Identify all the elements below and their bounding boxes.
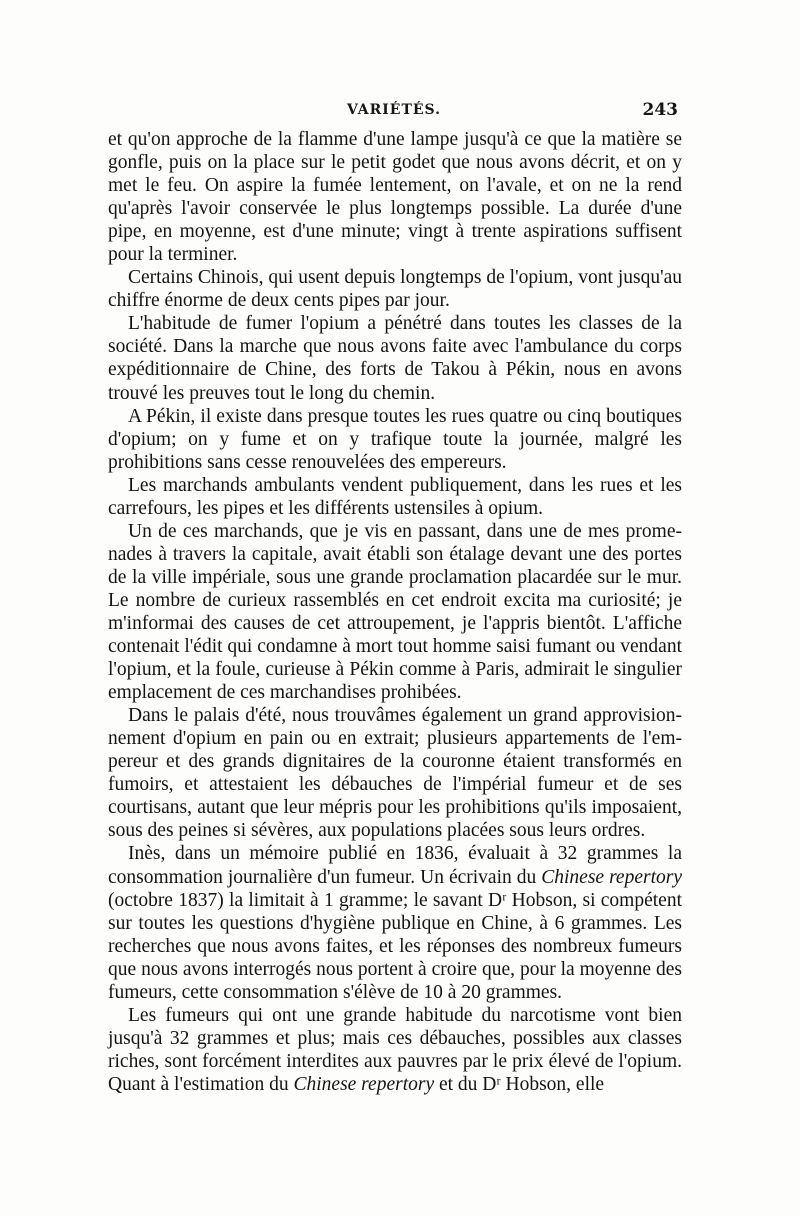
paragraph-peking-shops: A Pékin, il existe dans presque toutes les rues quatre ou cinq boutiques d'opium; on y fume et on y trafique toute la journée, malgré les prohibitions sans cesse renouvelées des empereurs. [108,405,682,473]
paragraph-street-vendors: Les marchands ambulants vendent publiquement, dans les rues et les carrefours, les pipes et les différents ustensiles à opium. [108,474,682,519]
page-number: 243 [642,100,678,120]
paragraph-heavy-smokers: Les fumeurs qui ont une grande habitude du narcotisme vont bien jusqu'à 32 grammes et plus; mais ces débauches, possibles aux classes riches, sont forcément interdites aux pauvres par le prix élevé de l'opium. Quant à l'estimation du Chinese repertory et du Dʳ Hobson, elle [108,1004,682,1095]
paragraph-opium-preparation: et qu'on approche de la flamme d'une lampe jusqu'à ce que la matière se gonfle, puis on la place sur le petit godet que nous avons décrit, et on y met le feu. On aspire la fumée lentement, on l'avale, et on ne la rend qu'après l'avoir conservée le plus longtemps possible. La durée d'une pipe, en moyenne, est d'une minute; vingt à trente aspirations suffisent pour la terminer. [108,129,682,266]
body-text [108,128,682,1096]
paragraph-two-hundred-pipes: Certains Chinois, qui usent depuis longtemps de l'opium, vont jusqu'au chiffre énorme de deux cents pipes par jour. [108,267,682,312]
running-title: VARIÉTÉS. [346,102,442,118]
journal-title: Chinese repertory [293,1073,435,1095]
running-head [108,102,680,126]
journal-title: Chinese repertory [541,866,682,888]
paragraph-summer-palace: Dans le palais d'été, nous trouvâmes également un grand approvisionnement d'opium en pain ou en extrait; plusieurs appartements de l'empereur et des grands dignitaires de la couronne étaient transformés en fumoirs, et attestaient les débauches de l'impérial fumeur et de ses courtisans, autant que leur mépris pour les prohibitions qu'ils imposaient, sous des peines si sévères, aux populations placées sous leurs ordres. [108,705,682,842]
paragraph-all-classes: L'habitude de fumer l'opium a pénétré dans toutes les classes de la société. Dans la marche que nous avons faite avec l'ambulance du corps expéditionnaire de Chine, des forts de Takou à Pékin, nous en avons trouvé les preuves tout le long du chemin. [108,313,682,404]
paragraph-daily-consumption: Inès, dans un mémoire publié en 1836, évaluait à 32 grammes la consommation journalière d'un fumeur. Un écrivain du Chinese repertory (octobre 1837) la limitait à 1 gramme; le savant Dʳ Hobson, si compétent sur toutes les questions d'hygiène publique en Chine, à 6 grammes. Les recherches que nous avons faites, et les réponses des nombreux fumeurs que nous avons interrogés nous portent à croire que, pour la moyenne des fumeurs, cette consommation s'élève de 10 à 20 grammes. [108,843,682,1003]
paragraph-proclamation: Un de ces marchands, que je vis en passant, dans une de mes promenades à travers la capitale, avait établi son étalage devant une des portes de la ville impériale, sous une grande proclamation placardée sur le mur. Le nombre de curieux rassemblés en cet endroit excita ma curiosité; je m'informai des causes de cet attroupement, je l'appris bientôt. L'affiche contenait l'édit qui condamne à mort tout homme saisi fumant ou vendant l'opium, et la foule, curieuse à Pékin comme à Paris, admirait le singulier emplacement de ces marchandises prohibées. [108,520,682,704]
